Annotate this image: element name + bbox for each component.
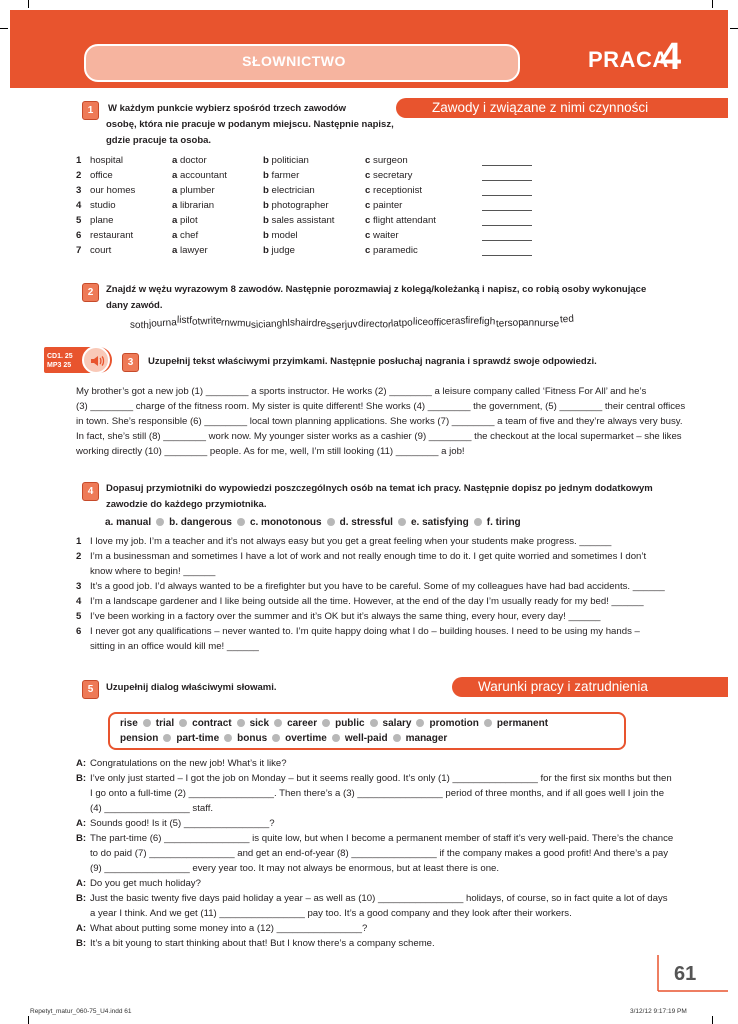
word-bank-word: career — [287, 718, 318, 729]
bullet-dot — [224, 734, 232, 742]
option-c[interactable]: c paramedic — [365, 245, 418, 256]
instruction-line: dany zawód. — [106, 300, 163, 311]
bullet-dot — [484, 719, 492, 727]
dialog-line: The part-time (6) ________________ is quite low, but when I become a permanent member of staff it’s very well-paid. There’s the chance — [90, 833, 674, 844]
statement-line: I love my job. I’m a teacher and it’s not always easy but you get a great feeling when your students make progress. ______ — [90, 536, 612, 547]
header-band — [10, 10, 728, 40]
option-a[interactable]: a pilot — [172, 215, 198, 226]
row-number: 7 — [76, 245, 82, 256]
audio-track-label — [47, 352, 73, 370]
dialog-speaker: B: — [76, 833, 87, 844]
row-number: 6 — [76, 230, 82, 241]
option-a[interactable]: a doctor — [172, 155, 207, 166]
word-bank — [108, 712, 626, 750]
bullet-dot — [143, 719, 151, 727]
word-bank-word: manager — [405, 733, 448, 744]
snake-segment: rnwmu — [220, 317, 252, 330]
workplace: court — [90, 245, 112, 256]
workplace: hospital — [90, 155, 124, 166]
dialog-line: a year I think. And we get (11) ________________ pay too. It’s a good company and they look after their workers. — [90, 908, 572, 919]
answer-line[interactable] — [482, 240, 532, 241]
dialog-speaker: A: — [76, 878, 87, 889]
answer-line[interactable] — [482, 180, 532, 181]
row-number: 2 — [76, 170, 82, 181]
snake-segment: otwrite — [191, 315, 222, 328]
instruction-line: zawodzie do każdego przymiotnika. — [106, 499, 267, 510]
word-bank-word: pension — [120, 733, 159, 744]
word-bank-word: salary — [382, 718, 412, 729]
word-bank-word: permanent — [496, 718, 549, 729]
item-number: 4 — [76, 596, 82, 607]
crop-mark — [730, 28, 738, 29]
instruction-line: gdzie pracuje ta osoba. — [106, 135, 212, 146]
word-bank-word: bonus — [237, 733, 268, 744]
option-b[interactable]: b sales assistant — [263, 215, 335, 226]
dialog-line: to do paid (7) ________________ and get an end-of-year (8) ________________ if the company makes a good profit! And there’s a pay — [90, 848, 669, 859]
dialog-speaker: A: — [76, 758, 87, 769]
unit-number: 4 — [660, 36, 682, 78]
row-number: 3 — [76, 185, 82, 196]
answer-line[interactable] — [482, 225, 532, 226]
crop-mark — [0, 28, 8, 29]
option-a[interactable]: a chef — [172, 230, 199, 241]
workplace: plane — [90, 215, 114, 226]
section-label: SŁOWNICTWO — [242, 53, 346, 69]
dialog-speaker: A: — [76, 818, 87, 829]
bullet-dot — [398, 518, 406, 526]
snake-segment: sserjuv — [325, 319, 359, 332]
bullet-dot — [322, 719, 330, 727]
instruction-line: osobę, która nie pracuje w podanym miejscu. Następnie napisz, — [106, 119, 394, 130]
crop-mark — [712, 0, 713, 8]
dialog-line: It’s a bit young to start thinking about that! But I know there’s a company scheme. — [90, 938, 435, 949]
workplace: studio — [90, 200, 116, 211]
workplace: office — [90, 170, 113, 181]
answer-line[interactable] — [482, 165, 532, 166]
option-b[interactable]: b farmer — [263, 170, 300, 181]
dialog-line: What about putting some money into a (12) ________________? — [90, 923, 368, 934]
option-c[interactable]: c surgeon — [365, 155, 408, 166]
crop-mark — [712, 1016, 713, 1024]
word-bank-row — [120, 731, 614, 746]
workplace: restaurant — [90, 230, 134, 241]
exercise-instruction — [106, 101, 426, 149]
exercise-number: 3 — [122, 353, 139, 372]
dialog-speaker: B: — [76, 773, 87, 784]
snake-segment: sicianghl — [250, 317, 291, 332]
adjective: f. tiring — [486, 517, 521, 528]
text-line: (3) ________ charge of the fitness room. My sister is quite different! She works (4) ________ the government, (5) ________ their central offices — [76, 401, 686, 412]
option-c[interactable]: c secretary — [365, 170, 413, 181]
word-bank-word: public — [335, 718, 365, 729]
exercise-instruction: Uzupełnij tekst właściwymi przyimkami. Następnie posłuchaj nagrania i sprawdź swoje odpowiedzi. — [148, 356, 597, 367]
mp3-track: MP3 25 — [47, 362, 72, 369]
statement-line: I’ve been working in a factory over the summer and it’s OK but it’s always the same thing, every hour, every day! ______ — [90, 611, 601, 622]
snake-segment: latpo — [391, 317, 414, 330]
cd-track: CD1. 25 — [47, 353, 73, 360]
dialog-line: Sounds good! Is it (5) ________________? — [90, 818, 275, 829]
word-bank-word: trial — [155, 718, 175, 729]
row-number: 5 — [76, 215, 82, 226]
page-number-tab — [648, 953, 728, 993]
item-number: 3 — [76, 581, 82, 592]
bullet-dot — [274, 719, 282, 727]
unit-label: PRACA — [588, 47, 669, 72]
bullet-dot — [237, 518, 245, 526]
adjective-list — [105, 517, 521, 528]
snake-segment: listf — [176, 314, 192, 327]
dialog-line: (4) ________________ staff. — [90, 803, 214, 814]
speaker-icon[interactable] — [82, 346, 110, 374]
option-c[interactable]: c painter — [365, 200, 403, 211]
snake-segment: director — [357, 318, 392, 331]
word-snake — [129, 313, 574, 332]
bullet-dot — [179, 719, 187, 727]
answer-line[interactable] — [482, 210, 532, 211]
item-number: 1 — [76, 536, 82, 547]
dialog-line: (9) ________________ every year too. It may not always be enormous, but at least there is one. — [90, 863, 500, 874]
dialog-speaker: B: — [76, 938, 87, 949]
snake-segment: ted — [559, 313, 574, 326]
snake-segment: irefigh — [468, 315, 496, 328]
word-bank-word: rise — [120, 718, 138, 729]
crop-mark — [28, 0, 29, 8]
word-bank-row — [120, 716, 614, 731]
snake-segment: soth — [129, 319, 150, 332]
page-number: 61 — [674, 963, 697, 985]
instruction-line: Znajdź w wężu wyrazowym 8 zawodów. Następnie porozmawiaj z kolegą/koleżanką i napisz, co robią osoby wykonujące — [106, 284, 647, 295]
dialog-speaker: A: — [76, 923, 87, 934]
option-b[interactable]: b electrician — [263, 185, 315, 196]
footer-date: 3/12/12 9:17:19 PM — [630, 1008, 687, 1015]
dialog-line: Do you get much holiday? — [90, 878, 201, 889]
snake-segment: cerasf — [440, 315, 469, 328]
bullet-dot — [156, 518, 164, 526]
snake-segment: tersop — [495, 317, 524, 330]
option-a[interactable]: a librarian — [172, 200, 215, 211]
adjective: d. stressful — [339, 517, 393, 528]
statement-line: I’m a businessman and sometimes I have a lot of work and not really enough time to do it. I get quite worried and sometimes I don’t — [90, 551, 647, 562]
section-bar-conditions-label: Warunki pracy i zatrudnienia — [478, 679, 648, 694]
text-line: In fact, she’s still (8) ________ work now. My younger sister works as a cashier (9) ________ the checkout at the local supermarket – she likes — [76, 431, 682, 442]
snake-segment: shairdre — [289, 317, 327, 330]
statement-line: sitting in an office would kill me! ______ — [90, 641, 259, 652]
exercise-instruction: Uzupełnij dialog właściwymi słowami. — [106, 682, 277, 693]
bullet-dot — [393, 734, 401, 742]
text-line: My brother’s got a new job (1) ________ a sports instructor. He works (2) ________ a leisure company called ‘Fitness For All’ and he’s — [76, 386, 647, 397]
row-number: 4 — [76, 200, 82, 211]
option-b[interactable]: b model — [263, 230, 298, 241]
text-line: in town. She’s responsible (6) ________ local town planning applications. She works (7) ________ a team of five and they’re always very busy. — [76, 416, 683, 427]
adjective: c. monotonous — [249, 517, 322, 528]
dialog-line: I’ve only just started – I got the job on Monday – but it seems really good. It’s only (1) ________________ for the first six months but then — [90, 773, 672, 784]
adjective: e. satisfying — [410, 517, 469, 528]
option-b[interactable]: b politician — [263, 155, 309, 166]
exercise-number: 2 — [82, 283, 99, 302]
bullet-dot — [416, 719, 424, 727]
bullet-dot — [332, 734, 340, 742]
word-bank-word: sick — [249, 718, 270, 729]
option-c[interactable]: c flight attendant — [365, 215, 436, 226]
word-bank-word: overtime — [285, 733, 327, 744]
adjective: a. manual — [105, 517, 152, 528]
dialog-speaker: B: — [76, 893, 87, 904]
adjective: b. dangerous — [169, 517, 232, 528]
exercise-3-text — [76, 384, 686, 459]
word-bank-word: contract — [192, 718, 232, 729]
bullet-dot — [370, 719, 378, 727]
exercise-instruction — [106, 481, 686, 513]
instruction-line: Dopasuj przymiotniki do wypowiedzi poszczególnych osób na temat ich pracy. Następnie dopisz po jednym dodatkowym — [106, 483, 653, 494]
word-bank-word: promotion — [429, 718, 479, 729]
section-bar-conditions — [452, 677, 728, 697]
option-c[interactable]: c waiter — [365, 230, 399, 241]
dialog-line: I go onto a full-time (2) ________________. Then there’s a (3) ________________ period of three months, and if all goes well I join the — [90, 788, 665, 799]
instruction-line: W każdym punkcie wybierz spośród trzech zawodów — [108, 103, 347, 114]
snake-segment: journa — [148, 317, 177, 330]
item-number: 2 — [76, 551, 82, 562]
snake-segment: liceoffi — [412, 316, 442, 329]
section-bar-jobs-label: Zawody i związane z nimi czynności — [432, 100, 649, 115]
bullet-dot — [163, 734, 171, 742]
option-c[interactable]: c receptionist — [365, 185, 423, 196]
bullet-dot — [237, 719, 245, 727]
word-bank-word: well-paid — [344, 733, 388, 744]
crop-mark — [28, 1016, 29, 1024]
exercise-number: 4 — [82, 482, 99, 501]
section-bar-jobs — [396, 98, 728, 118]
statement-line: I never got any qualifications – never wanted to. I’m quite happy doing what I do – building houses. I need to be using my hands – — [90, 626, 640, 637]
dialog-line: Congratulations on the new job! What’s it like? — [90, 758, 287, 769]
statement-line: I’m a landscape gardener and I like being outside all the time. However, at the end of the day I’m usually ready for my bed! ______ — [90, 596, 644, 607]
bullet-dot — [327, 518, 335, 526]
bullet-dot — [474, 518, 482, 526]
exercise-instruction — [106, 282, 686, 314]
statement-line: It’s a good job. I’d always wanted to be a firefighter but you have to be careful. Some of my colleagues have had bad accidents. ______ — [90, 581, 665, 592]
item-number: 5 — [76, 611, 82, 622]
option-a[interactable]: a lawyer — [172, 245, 208, 256]
exercise-number: 5 — [82, 680, 99, 699]
option-a[interactable]: a accountant — [172, 170, 227, 181]
option-a[interactable]: a plumber — [172, 185, 215, 196]
statement-line: know where to begin! ______ — [90, 566, 216, 577]
answer-line[interactable] — [482, 255, 532, 256]
bullet-dot — [272, 734, 280, 742]
workplace: our homes — [90, 185, 136, 196]
snake-segment: annurse — [523, 317, 560, 330]
option-b[interactable]: b photographer — [263, 200, 329, 211]
item-number: 6 — [76, 626, 82, 637]
dialog-line: Just the basic twenty five days paid holiday a year – as well as (10) ________________ holidays, of course, so in fact quite a lot of days — [90, 893, 668, 904]
exercise-number: 1 — [82, 101, 99, 120]
word-bank-word: part-time — [176, 733, 220, 744]
text-line: working directly (10) ________ people. As for me, well, I’m still looking (11) ________ a job! — [76, 446, 465, 457]
row-number: 1 — [76, 155, 82, 166]
footer-file: Repetyt_matur_060-75_U4.indd 61 — [30, 1008, 132, 1015]
option-b[interactable]: b judge — [263, 245, 296, 256]
answer-line[interactable] — [482, 195, 532, 196]
